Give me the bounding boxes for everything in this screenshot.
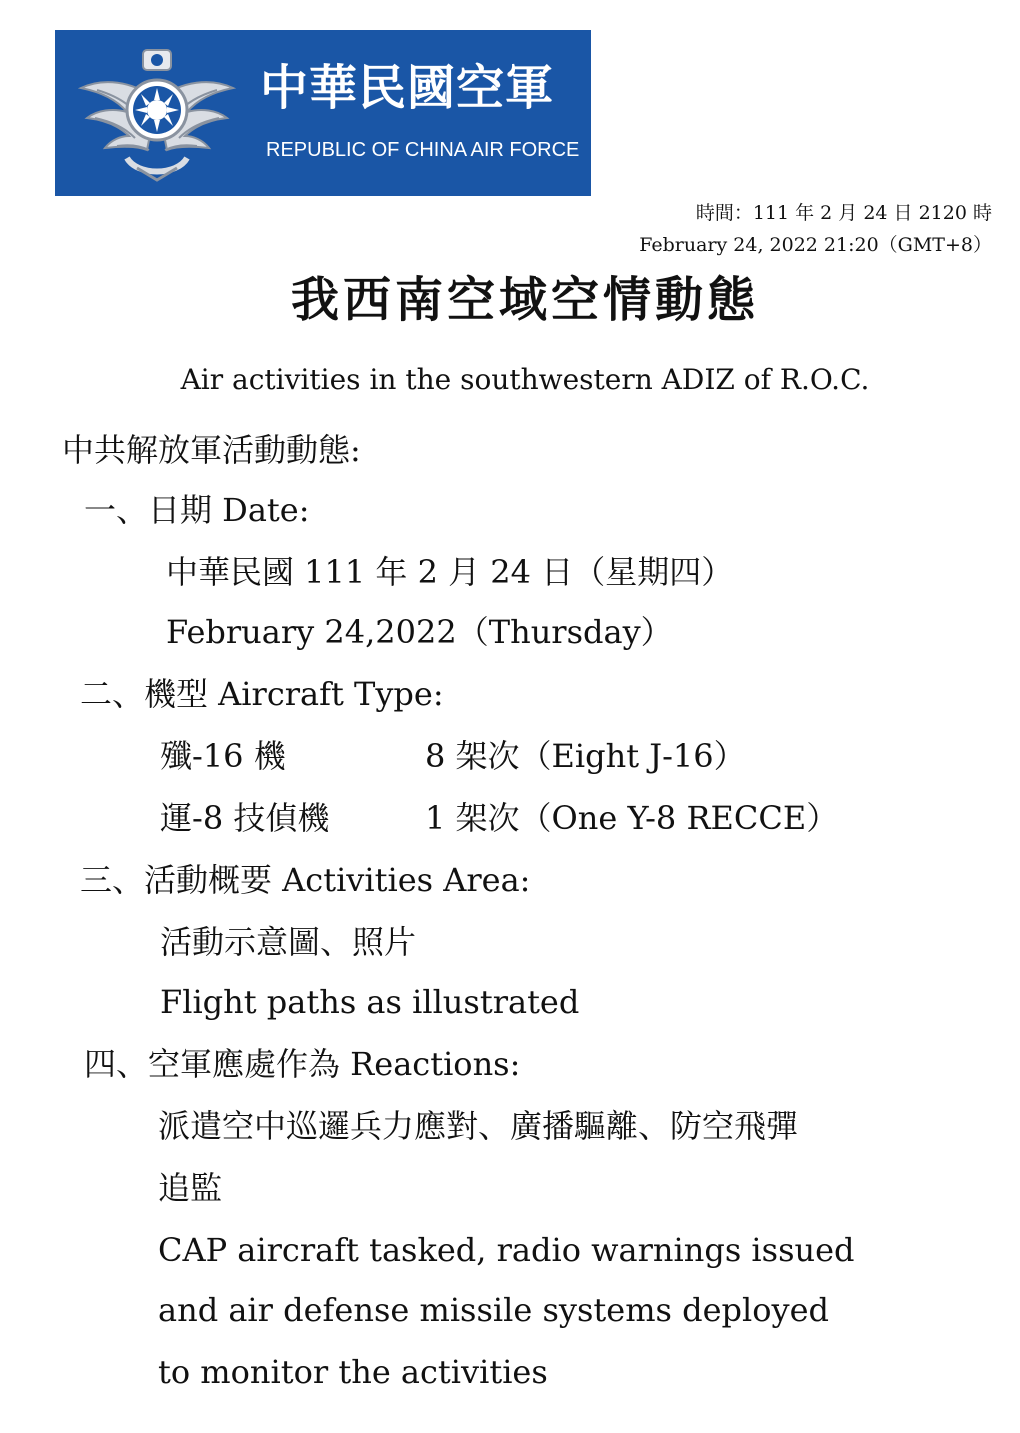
timestamp-en: February 24, 2022 21:20（GMT+8）: [639, 234, 992, 256]
reactions-en-line-3: to monitor the activities: [158, 1353, 548, 1391]
aircraft-count: 1 架次（One Y-8 RECCE）: [425, 799, 839, 837]
page-title-zh: 我西南空域空情動態: [290, 272, 759, 328]
reactions-en-line-1: CAP aircraft tasked, radio warnings issued: [158, 1231, 855, 1269]
aircraft-type: 殲-16 機: [160, 737, 286, 775]
page-title-en: Air activities in the southwestern ADIZ of R.O.C.: [180, 363, 870, 396]
date-label: 一、日期 Date:: [84, 491, 310, 529]
reactions-label: 四、空軍應處作為 Reactions:: [84, 1045, 521, 1083]
aircraft-row: [160, 737, 940, 775]
date-value-en: February 24,2022（Thursday）: [166, 613, 673, 651]
area-value-zh: 活動示意圖、照片: [160, 923, 417, 961]
area-value-en: Flight paths as illustrated: [160, 983, 580, 1021]
air-force-banner: [55, 30, 591, 196]
area-label: 三、活動概要 Activities Area:: [80, 861, 531, 899]
banner-title-zh: 中華民國空軍: [260, 60, 555, 116]
aircraft-type: 運-8 技偵機: [160, 799, 330, 837]
date-value-zh: 中華民國 111 年 2 月 24 日（星期四）: [166, 553, 734, 591]
reactions-zh-line-2: 追監: [158, 1169, 223, 1207]
air-force-emblem-icon: [77, 40, 237, 188]
timestamp-zh: 時間：111 年 2 月 24 日 2120 時: [695, 202, 992, 224]
reactions-en-line-2: and air defense missile systems deployed: [158, 1291, 830, 1329]
reactions-zh-line-1: 派遣空中巡邏兵力應對、廣播驅離、防空飛彈: [158, 1107, 799, 1145]
aircraft-count: 8 架次（Eight J-16）: [425, 737, 746, 775]
aircraft-row: [160, 799, 940, 837]
section-heading: 中共解放軍活動動態:: [62, 431, 361, 469]
banner-title-en: REPUBLIC OF CHINA AIR FORCE: [266, 139, 580, 161]
aircraft-label: 二、機型 Aircraft Type:: [80, 675, 444, 713]
